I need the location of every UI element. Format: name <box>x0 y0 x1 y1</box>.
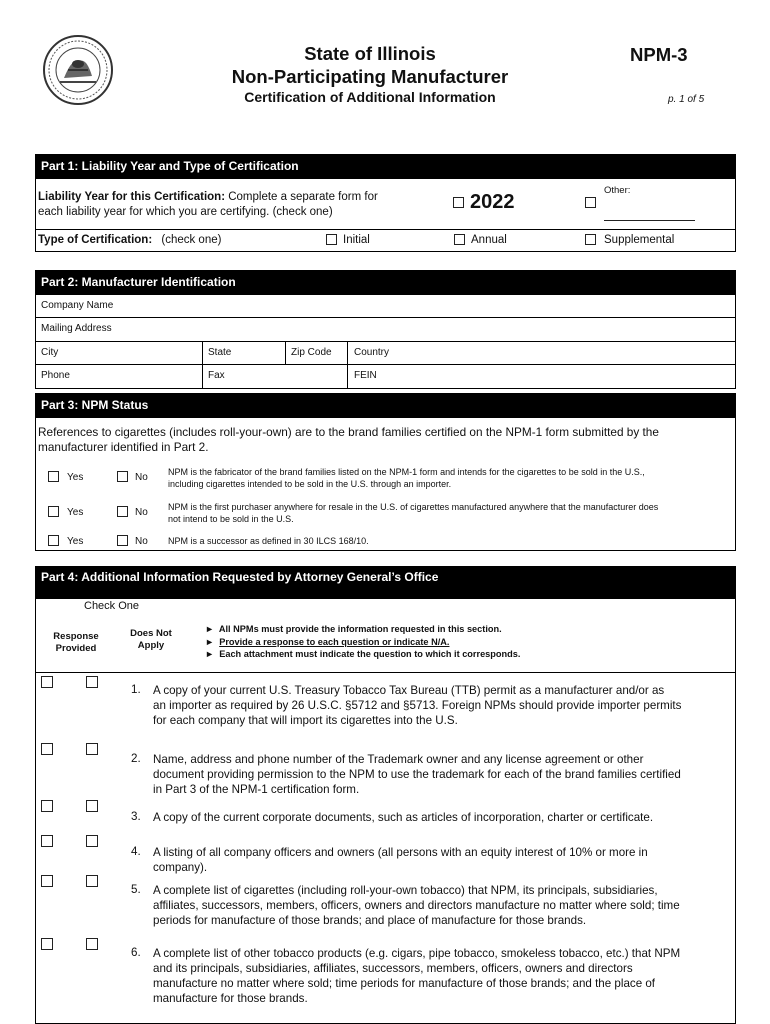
item5-line-2: affiliates, successors, members, officers, owners and directors manufacture no matter where sold; time <box>153 899 680 912</box>
status1-yes-label: Yes <box>67 472 84 483</box>
annual-checkbox[interactable] <box>454 234 465 245</box>
item5-text <box>153 883 733 928</box>
part2-row-line <box>35 317 736 318</box>
item2-response-checkbox[interactable] <box>41 743 53 755</box>
item2-line-3: in Part 3 of the NPM-1 certification form. <box>153 783 360 796</box>
item6-line-4: manufacture for those brands. <box>153 992 308 1005</box>
status1-no-label: No <box>135 472 148 483</box>
part3-intro <box>38 425 728 455</box>
mailing-address-field[interactable]: Mailing Address <box>41 323 112 334</box>
form-id: NPM-3 <box>630 44 688 65</box>
phone-field[interactable]: Phone <box>41 370 70 381</box>
item3-number: 3. <box>131 810 141 823</box>
item3-line-1: A copy of the current corporate documents, such as articles of incorporation, charter or certificate. <box>153 811 654 824</box>
part2-row-line <box>35 364 736 365</box>
part2-col-line <box>285 341 286 365</box>
status3-no-checkbox[interactable] <box>117 535 128 546</box>
status1-text <box>168 466 645 490</box>
status2-line-2: not intend to be sold in the U.S. <box>168 514 294 524</box>
item6-line-2: and its principals, subsidiaries, affiliates, successors, members, officers, owners and directors <box>153 962 633 975</box>
item1-dna-checkbox[interactable] <box>86 676 98 688</box>
initial-checkbox[interactable] <box>326 234 337 245</box>
dna-line-1: Does Not <box>130 628 172 639</box>
instruction-3-text: Each attachment must indicate the question to which it corresponds. <box>219 649 521 659</box>
year-2022-checkbox[interactable] <box>453 197 464 208</box>
item4-dna-checkbox[interactable] <box>86 835 98 847</box>
item6-line-3: manufacture no matter where sold; time periods for manufacture of those brands; and the place of <box>153 977 656 990</box>
status3-yes-checkbox[interactable] <box>48 535 59 546</box>
instructions-list <box>205 623 520 661</box>
item4-line-1: A listing of all company officers and owners (all persons with an equity interest of 10% or more in <box>153 846 648 859</box>
part2-col-line <box>347 341 348 389</box>
item5-line-1: A complete list of cigarettes (including roll-your-own tobacco) that NPM, its principals, subsidiaries, <box>153 884 658 897</box>
type-hint: (check one) <box>161 234 222 246</box>
item1-line-3: for each company that will import its cigarettes into the U.S. <box>153 714 458 727</box>
part1-divider <box>35 229 736 230</box>
instruction-1-text: All NPMs must provide the information requested in this section. <box>218 624 502 634</box>
type-label: Type of Certification: <box>38 234 153 246</box>
item4-response-checkbox[interactable] <box>41 835 53 847</box>
item2-text <box>153 752 733 797</box>
item4-text <box>153 845 733 875</box>
part4-header: Part 4: Additional Information Requested by Attorney General’s Office <box>35 566 736 598</box>
supplemental-label: Supplemental <box>604 234 675 246</box>
item2-line-2: document providing permission to the NPM to use the trademark for each of the brand families certified <box>153 768 681 781</box>
instruction-1 <box>205 623 520 636</box>
type-of-certification <box>38 234 221 246</box>
dna-line-2: Apply <box>137 640 165 651</box>
part4-header-divider <box>35 672 736 673</box>
item6-number: 6. <box>131 946 141 959</box>
part2-row-line <box>35 341 736 342</box>
company-name-field[interactable]: Company Name <box>41 300 114 311</box>
item5-number: 5. <box>131 883 141 896</box>
part3-intro-line-2: manufacturer identified in Part 2. <box>38 440 209 454</box>
item5-line-3: periods for manufacture of those brands; and place of manufacture for those brands. <box>153 914 587 927</box>
page-number: p. 1 of 5 <box>668 94 705 105</box>
status3-yes-label: Yes <box>67 536 84 547</box>
liability-year-label: Liability Year for this Certification: <box>38 191 226 203</box>
state-seal-icon <box>42 34 114 106</box>
item3-text <box>153 810 733 825</box>
part1-header: Part 1: Liability Year and Type of Certification <box>35 154 736 178</box>
does-not-apply-header <box>120 628 182 652</box>
item3-dna-checkbox[interactable] <box>86 800 98 812</box>
item3-response-checkbox[interactable] <box>41 800 53 812</box>
arrow-right-icon: ► <box>205 636 215 647</box>
item1-text <box>153 683 733 728</box>
year-2022-label: 2022 <box>470 191 515 213</box>
liability-year-prompt <box>38 190 438 220</box>
item5-response-checkbox[interactable] <box>41 875 53 887</box>
year-other-input[interactable] <box>604 208 695 221</box>
item2-line-1: Name, address and phone number of the Trademark owner and any license agreement or other <box>153 753 644 766</box>
part3-intro-line-1: References to cigarettes (includes roll-your-own) are to the brand families certified on the NPM-1 form submitted by the <box>38 425 659 439</box>
status2-line-1: NPM is the first purchaser anywhere for resale in the U.S. of cigarettes manufactured anywhere that the manufacturer does <box>168 502 659 512</box>
check-one-label: Check One <box>84 600 140 612</box>
item1-line-2: an importer as required by 26 U.S.C. §5712 and §5713. Foreign NPMs should provide importer permits <box>153 699 682 712</box>
item5-dna-checkbox[interactable] <box>86 875 98 887</box>
item6-dna-checkbox[interactable] <box>86 938 98 950</box>
item4-number: 4. <box>131 845 141 858</box>
annual-label: Annual <box>471 234 507 246</box>
status2-no-checkbox[interactable] <box>117 506 128 517</box>
item6-line-1: A complete list of other tobacco products (e.g. cigars, pipe tobacco, smokeless tobacco, etc.) that NPM <box>153 947 681 960</box>
status2-no-label: No <box>135 507 148 518</box>
title-line-1: State of Illinois <box>304 43 436 64</box>
instruction-3 <box>205 648 520 661</box>
city-field[interactable]: City <box>41 347 59 358</box>
status1-line-2: including cigarettes intended to be sold in the U.S. through an importer. <box>168 479 452 489</box>
liability-year-text-2: each liability year for which you are certifying. (check one) <box>38 206 333 218</box>
item1-line-1: A copy of your current U.S. Treasury Tobacco Tax Bureau (TTB) permit as a manufacturer and/or as <box>153 684 665 697</box>
status2-text <box>168 501 658 525</box>
fein-field[interactable]: FEIN <box>354 370 377 381</box>
part2-header: Part 2: Manufacturer Identification <box>35 270 736 294</box>
item4-line-2: company). <box>153 861 208 874</box>
response-line-2: Provided <box>55 643 97 654</box>
instruction-2 <box>205 636 520 649</box>
title-line-2: Non-Participating Manufacturer <box>231 66 509 87</box>
response-provided-header <box>45 631 107 655</box>
status3-text: NPM is a successor as defined in 30 ILCS 168/10. <box>168 536 369 546</box>
supplemental-checkbox[interactable] <box>585 234 596 245</box>
page-subtitle: Certification of Additional Information <box>244 89 496 105</box>
status1-yes-checkbox[interactable] <box>48 471 59 482</box>
instruction-2-text: Provide a response to each question or indicate N/A. <box>219 636 450 647</box>
item2-number: 2. <box>131 752 141 765</box>
item1-response-checkbox[interactable] <box>41 676 53 688</box>
status1-no-checkbox[interactable] <box>117 471 128 482</box>
arrow-right-icon: ► <box>205 649 215 659</box>
status3-no-label: No <box>135 536 148 547</box>
state-field[interactable]: State <box>208 347 232 358</box>
status2-yes-checkbox[interactable] <box>48 506 59 517</box>
year-other-checkbox[interactable] <box>585 197 596 208</box>
liability-year-text: Complete a separate form for <box>225 191 378 203</box>
page-title <box>220 42 520 88</box>
year-other-label: Other: <box>604 185 631 196</box>
fax-field[interactable]: Fax <box>208 370 225 381</box>
part2-col-line <box>202 341 203 389</box>
response-line-1: Response <box>53 631 99 642</box>
item6-response-checkbox[interactable] <box>41 938 53 950</box>
status1-line-1: NPM is the fabricator of the brand families listed on the NPM-1 form and intends for the cigarettes to be sold in the U.S., <box>168 467 645 477</box>
zip-code-field[interactable]: Zip Code <box>291 347 332 358</box>
country-field[interactable]: Country <box>354 347 390 358</box>
part3-header: Part 3: NPM Status <box>35 393 736 417</box>
arrow-right-icon: ► <box>205 624 215 634</box>
item2-dna-checkbox[interactable] <box>86 743 98 755</box>
item6-text <box>153 946 733 1006</box>
initial-label: Initial <box>343 234 370 246</box>
item1-number: 1. <box>131 683 141 696</box>
status2-yes-label: Yes <box>67 507 84 518</box>
